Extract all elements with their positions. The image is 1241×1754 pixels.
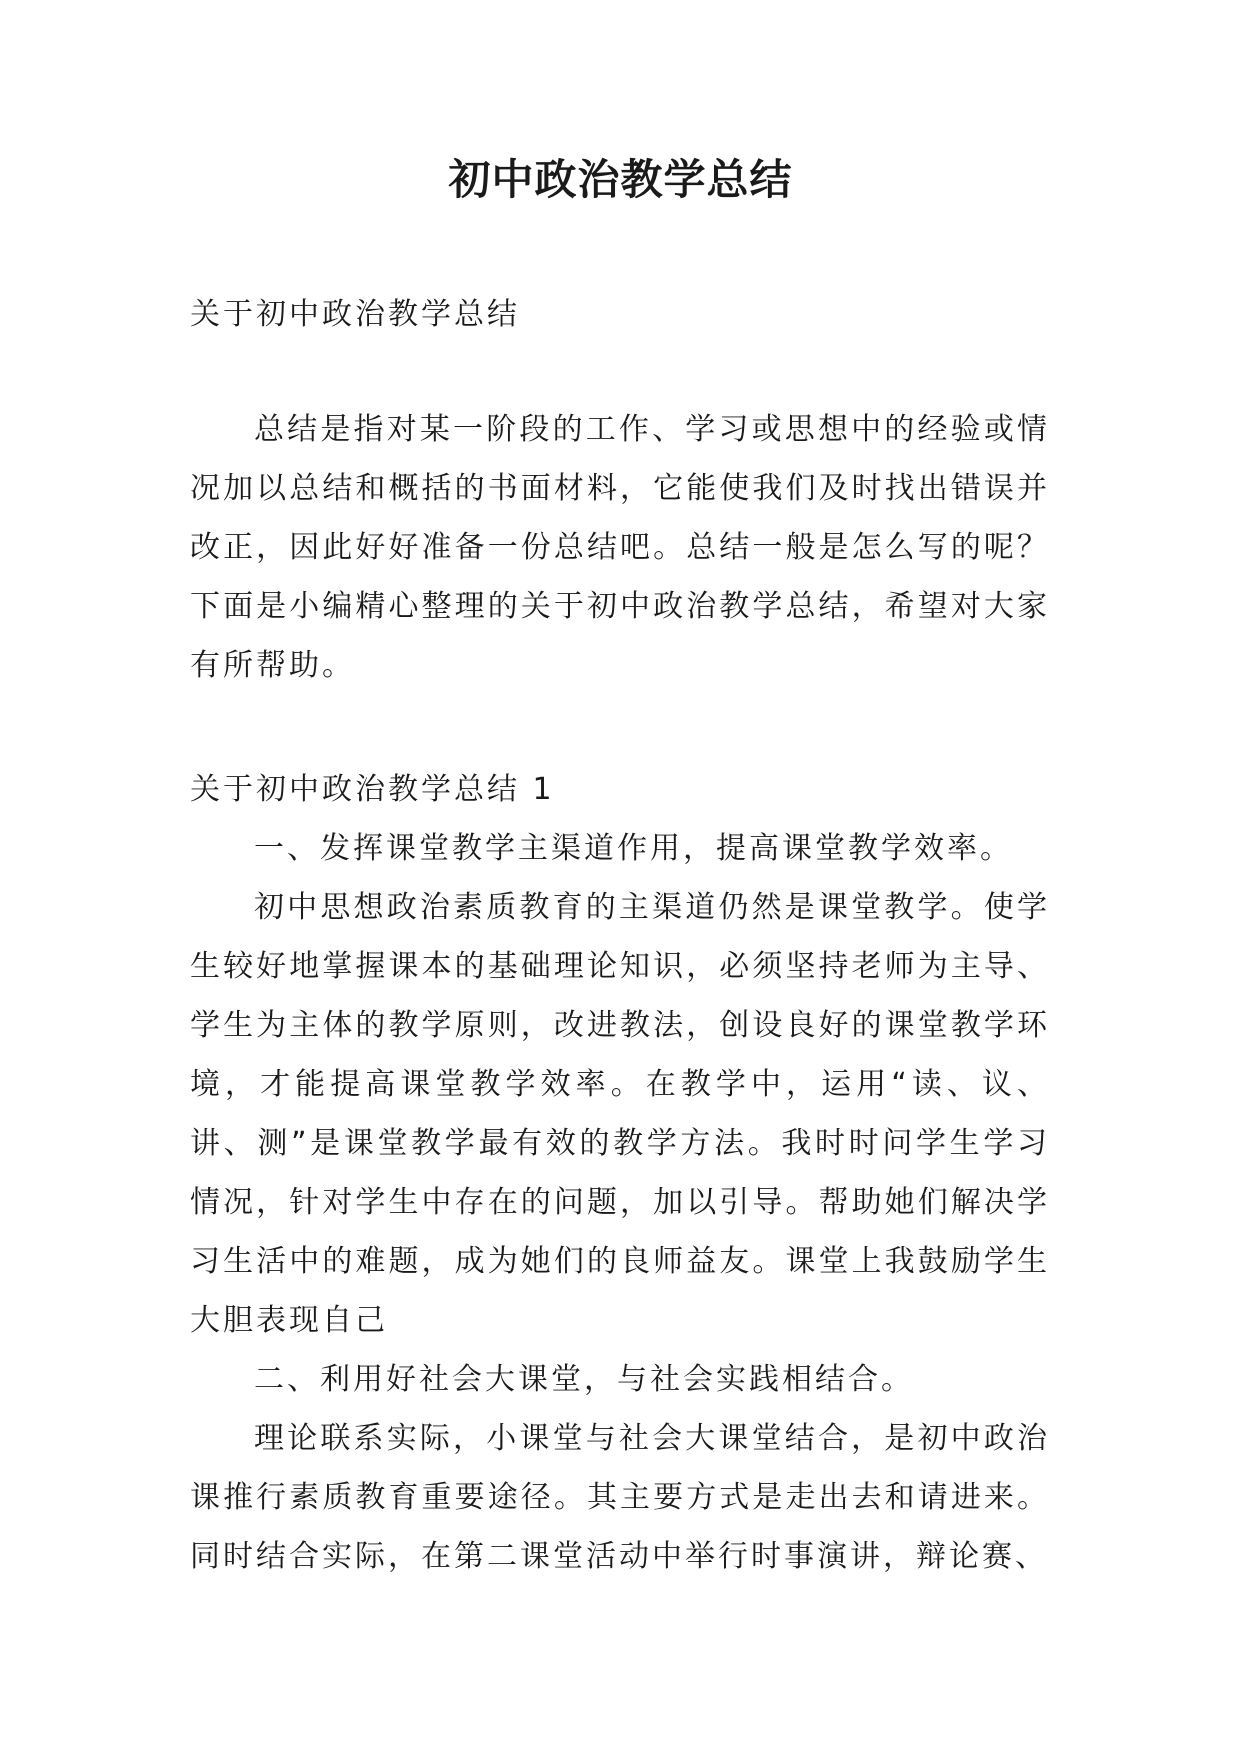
body-paragraph-4: 理论联系实际，小课堂与社会大课堂结合，是初中政治课推行素质教育重要途径。其主要方式是走出去和请进来。同时结合实际，在第二课堂活动中举行时事演讲，辩论赛、 bbox=[190, 1421, 1050, 1574]
document-title: 初中政治教学总结 bbox=[448, 155, 793, 204]
section-heading: 关于初中政治教学总结 1 bbox=[190, 772, 555, 807]
section-body bbox=[190, 760, 1050, 1586]
document-subtitle: 关于初中政治教学总结 bbox=[190, 297, 520, 332]
body-paragraph-1: 一、发挥课堂教学主渠道作用，提高课堂教学效率。 bbox=[254, 831, 1013, 866]
body-paragraph-2: 初中思想政治素质教育的主渠道仍然是课堂教学。使学生较好地掌握课本的基础理论知识，必须坚持老师为主导、学生为主体的教学原则，改进教法，创设良好的课堂教学环境，才能提高课堂教学效率。在教学中，运用“读、议、讲、测”是课堂教学最有效的教学方法。我时时问学生学习情况，针对学生中存在的问题，加以引导。帮助她们解决学习生活中的难题，成为她们的良师益友。课堂上我鼓励学生大胆表现自己 bbox=[190, 890, 1050, 1338]
intro-paragraph: 总结是指对某一阶段的工作、学习或思想中的经验或情况加以总结和概括的书面材料，它能使我们及时找出错误并改正，因此好好准备一份总结吧。总结一般是怎么写的呢？下面是小编精心整理的关于初中政治教学总结，希望对大家有所帮助。 bbox=[190, 412, 1050, 683]
body-paragraph-3: 二、利用好社会大课堂，与社会实践相结合。 bbox=[254, 1362, 914, 1397]
